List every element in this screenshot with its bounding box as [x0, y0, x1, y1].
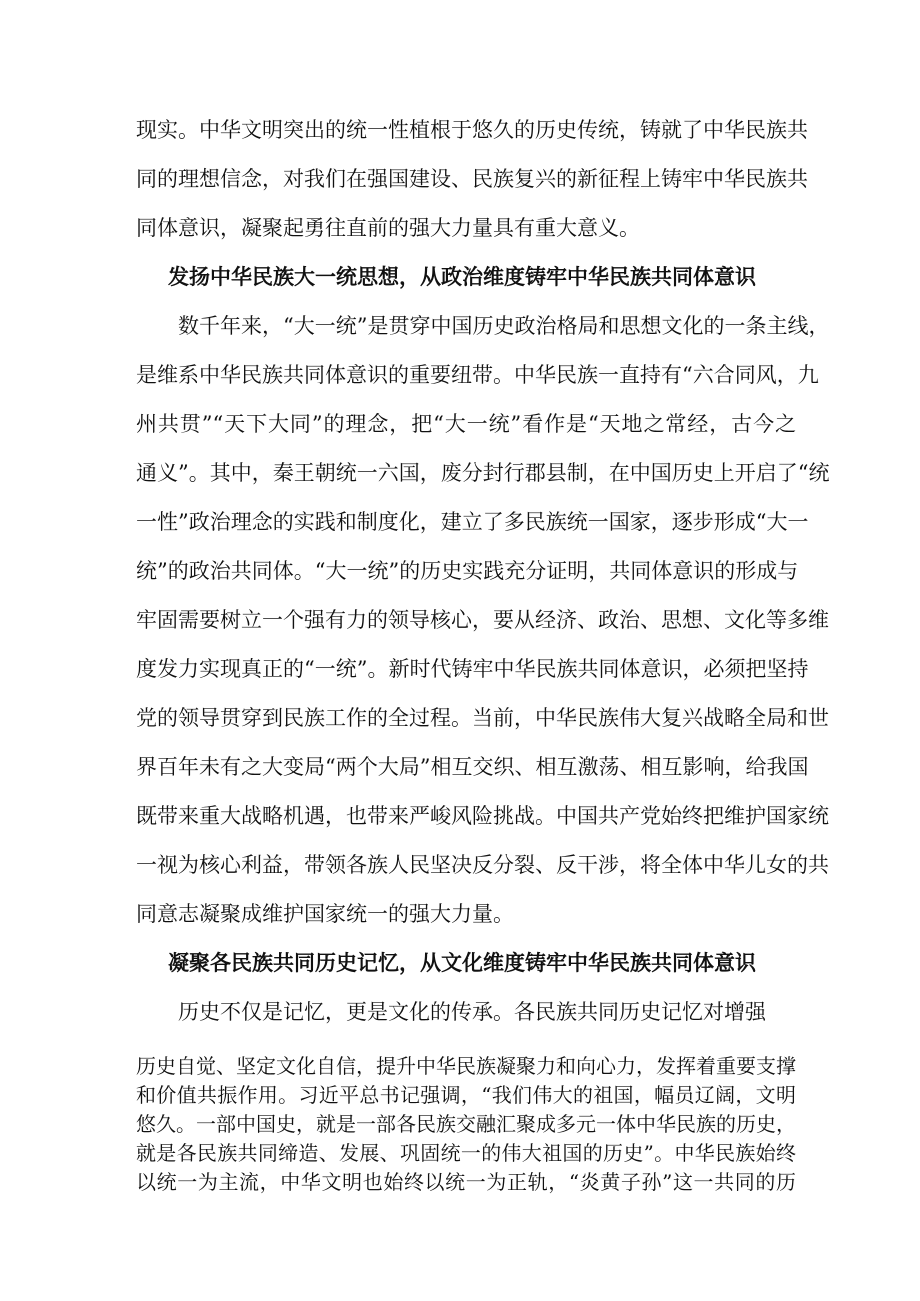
paragraph-line: 就是各民族共同缔造、发展、巩固统一的伟大祖国的历史”。中华民族始终: [136, 1141, 796, 1165]
paragraph-line: 同体意识，凝聚起勇往直前的强大力量具有重大意义。: [136, 216, 640, 240]
paragraph-line: 界百年未有之大变局“两个大局”相互交织、相互激荡、相互影响，给我国: [136, 755, 809, 779]
paragraph-line: 和价值共振作用。习近平总书记强调，“我们伟大的祖国，幅员辽阔，文明: [136, 1083, 796, 1107]
paragraph-line: 以统一为主流，中华文明也始终以统一为正轨，“炎黄子孙”这一共同的历: [136, 1170, 796, 1194]
paragraph-line: 党的领导贯穿到民族工作的全过程。当前，中华民族伟大复兴战略全局和世: [136, 706, 829, 730]
paragraph-line: 度发力实现真正的“一统”。新时代铸牢中华民族共同体意识，必须把坚持: [136, 657, 809, 681]
paragraph-line: 一视为核心利益，带领各族人民坚决反分裂、反干涉，将全体中华儿女的共: [136, 853, 829, 877]
paragraph-line: 是维系中华民族共同体意识的重要纽带。中华民族一直持有“六合同风，九: [136, 363, 819, 387]
paragraph-line: 通义”。其中，秦王朝统一六国，废分封行郡县制，在中国历史上开启了“统: [136, 461, 830, 485]
paragraph-line: 同的理想信念，对我们在强国建设、民族复兴的新征程上铸牢中华民族共: [136, 167, 808, 191]
section-heading-political: 发扬中华民族大一统思想，从政治维度铸牢中华民族共同体意识: [168, 264, 756, 289]
paragraph-line: 统”的政治共同体。“大一统”的历史实践充分证明，共同体意识的形成与: [136, 559, 799, 583]
paragraph-line: 牢固需要树立一个强有力的领导核心，要从经济、政治、思想、文化等多维: [136, 608, 829, 632]
paragraph-line: 历史自觉、坚定文化自信，提升中华民族凝聚力和向心力，发挥着重要支撑: [136, 1054, 796, 1078]
paragraph-line: 历史不仅是记忆，更是文化的传承。各民族共同历史记忆对增强: [178, 1000, 766, 1024]
paragraph-line: 州共贯”“天下大同”的理念，把“大一统”看作是“天地之常经，古今之: [136, 412, 796, 436]
section-heading-cultural: 凝聚各民族共同历史记忆，从文化维度铸牢中华民族共同体意识: [168, 950, 756, 975]
paragraph-line: 一性”政治理念的实践和制度化，建立了多民族统一国家，逐步形成“大一: [136, 510, 809, 534]
paragraph-line: 悠久。一部中国史，就是一部各民族交融汇聚成多元一体中华民族的历史，: [136, 1112, 796, 1136]
paragraph-line: 既带来重大战略机遇，也带来严峻风险挑战。中国共产党始终把维护国家统: [136, 804, 829, 828]
paragraph-line: 数千年来，“大一统”是贯穿中国历史政治格局和思想文化的一条主线，: [178, 314, 830, 338]
paragraph-line: 现实。中华文明突出的统一性植根于悠久的历史传统，铸就了中华民族共: [136, 118, 808, 142]
paragraph-line: 同意志凝聚成维护国家统一的强大力量。: [136, 902, 514, 926]
